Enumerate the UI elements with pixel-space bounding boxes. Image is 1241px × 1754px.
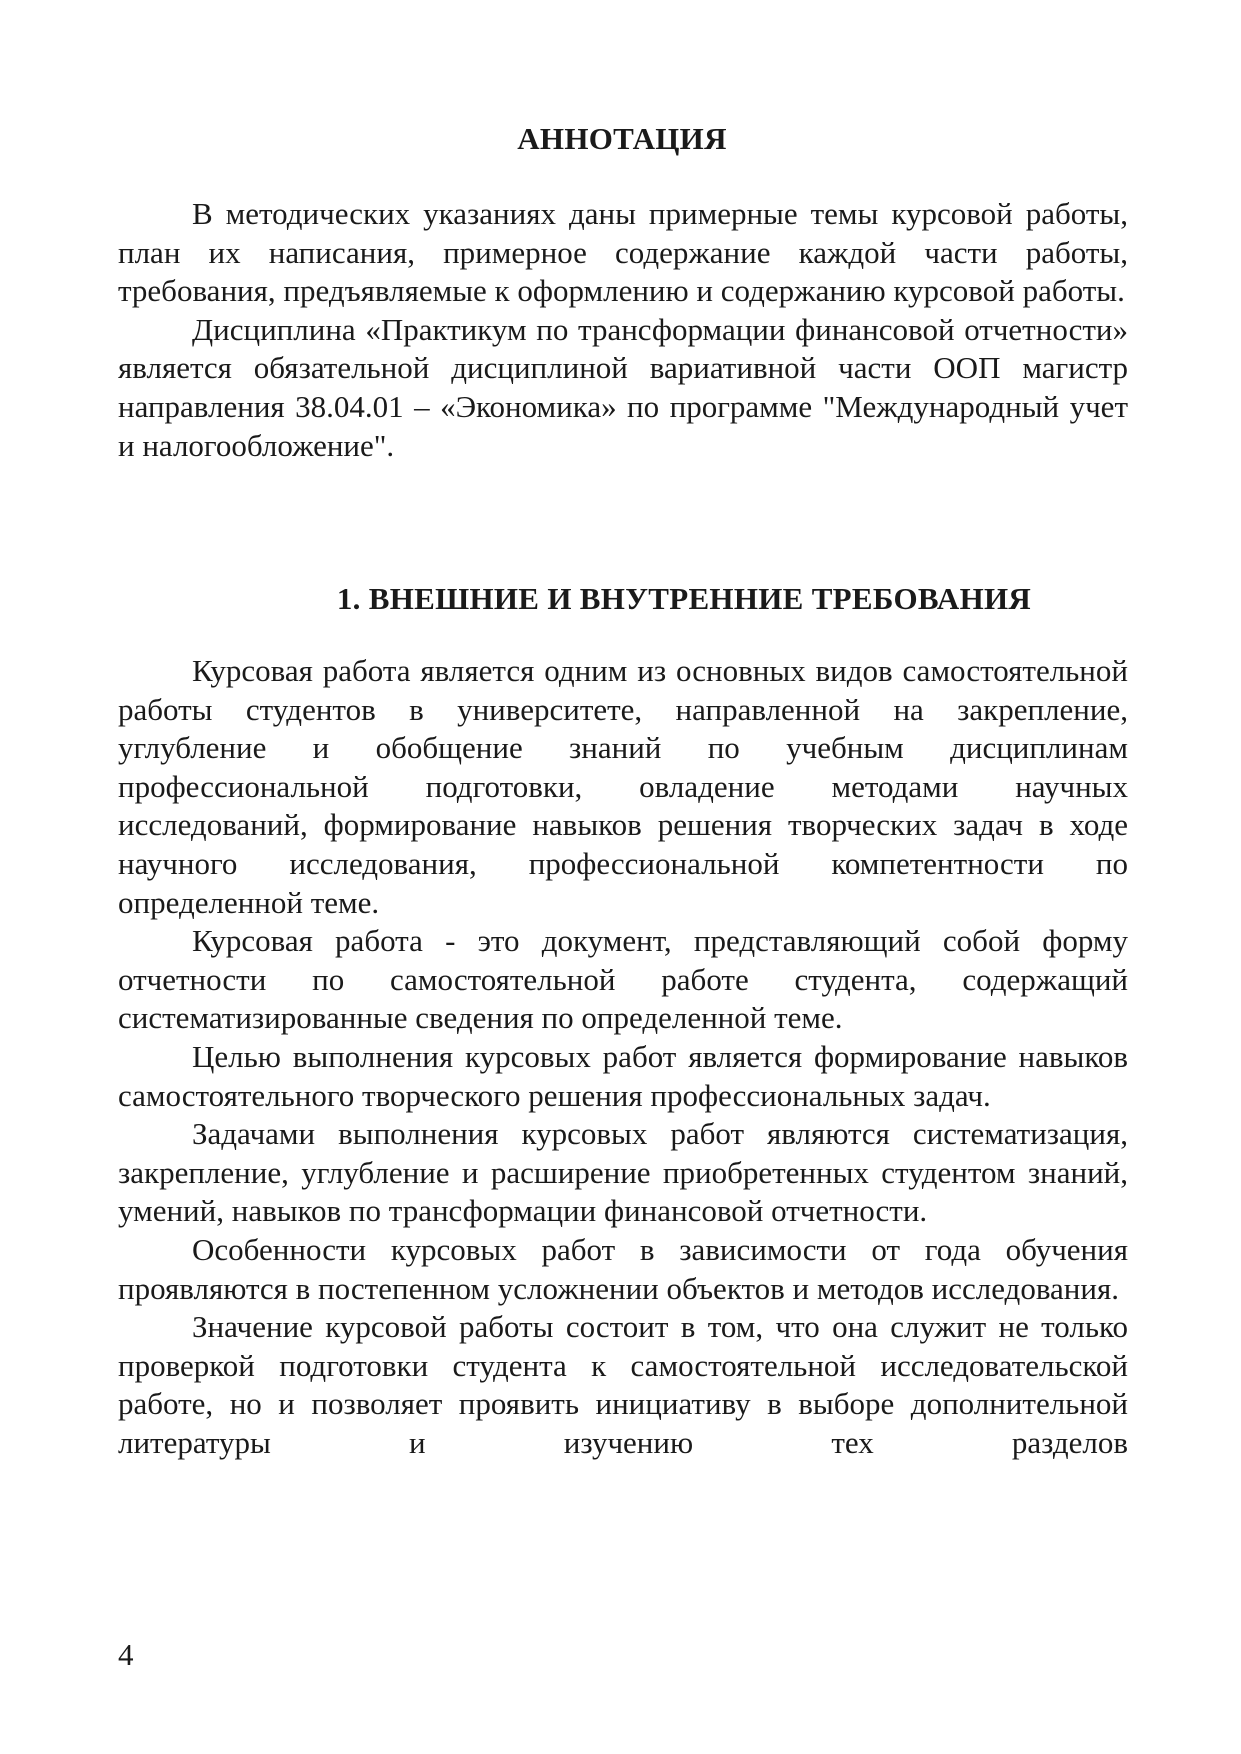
annotation-heading: АННОТАЦИЯ (517, 121, 727, 156)
section-paragraph: Задачами выполнения курсовых работ являются систематизация, закрепление, углубление и расширение приобретенных студентом знаний, умений, навыков по трансформации финансовой отчетности. (118, 1116, 1128, 1229)
annotation-paragraph: В методических указаниях даны примерные темы курсовой работы, план их написания, примерное содержание каждой части работы, требования, предъявляемые к оформлению и содержанию курсовой работы. (118, 196, 1128, 309)
annotation-body (118, 195, 1128, 465)
page-number: 4 (118, 1637, 134, 1672)
section-paragraph: Значение курсовой работы состоит в том, что она служит не только проверкой подготовки студента к самостоятельной исследовательской работе, но и позволяет проявить инициативу в выборе дополнительной литературы и изучению тех разделов (118, 1309, 1128, 1460)
section-paragraph: Целью выполнения курсовых работ является формирование навыков самостоятельного творческого решения профессиональных задач. (118, 1038, 1128, 1113)
section-body (118, 652, 1128, 1462)
section-paragraph: Курсовая работа - это документ, представляющий собой форму отчетности по самостоятельной работе студента, содержащий систематизированные сведения по определенной теме. (118, 923, 1128, 1036)
section-heading: 1. ВНЕШНИЕ И ВНУТРЕННИЕ ТРЕБОВАНИЯ (336, 581, 1032, 616)
section-paragraph: Особенности курсовых работ в зависимости от года обучения проявляются в постепенном усложнении объектов и методов исследования. (118, 1231, 1128, 1306)
section-paragraph: Курсовая работа является одним из основных видов самостоятельной работы студентов в университете, направленной на закрепление, углубление и обобщение знаний по учебным дисциплинам профессиональной подготовки, овладение методами научных исследований, формирование навыков решения творческих задач в ходе научного исследования, профессиональной компетентности по определенной теме. (118, 653, 1128, 920)
annotation-paragraph: Дисциплина «Практикум по трансформации финансовой отчетности» является обязательной дисциплиной вариативной части ООП магистр направления 38.04.01 – «Экономика» по программе "Международный учет и налогообложение". (118, 311, 1128, 463)
